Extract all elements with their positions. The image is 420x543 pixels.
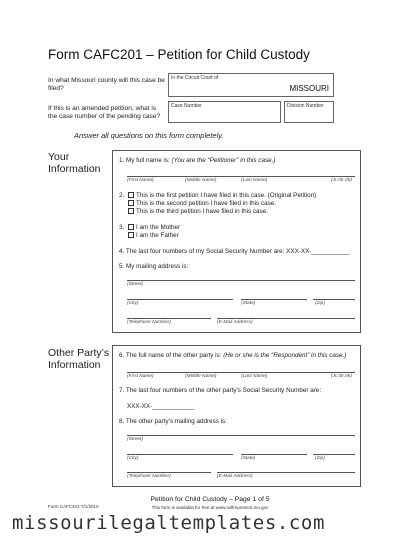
city-caption: (City) [127,301,139,306]
city-caption: (City) [127,456,139,461]
street-line[interactable] [127,435,355,436]
q6-text: 6. The full name of the other party is: (He or she is the “Respondent” in this case.) [119,352,347,359]
state-caption: (State) [241,301,256,306]
father-option[interactable]: I am the Father [128,232,179,240]
footer-form-id: Form CAFC201-7/1/2010 [48,504,99,509]
state-caption: (State) [241,456,256,461]
email-line[interactable] [217,318,355,319]
first-name-caption: (First Name) [127,178,154,183]
mother-option[interactable]: I am the Mother [128,224,180,232]
phone-line[interactable] [127,318,211,319]
suffix-caption: (Jr./Sr./III) [331,374,352,379]
case-number-label: Case Number [171,103,202,109]
q8-text: 8. The other party’s mailing address is: [119,418,227,425]
page-footer-title: Petition for Child Custody – Page 1 of 5 [150,496,270,503]
county-question: In what Missouri county will this case be filed? [48,77,165,92]
middle-name-caption: (Middle Name) [185,178,217,183]
email-caption: (E-Mail Address) [217,474,253,479]
q2-num: 2. [119,192,125,199]
checkbox-icon[interactable] [128,200,134,206]
petition-third-option[interactable]: This is the third petition I have filed in this case. [128,208,268,216]
division-number-label: Division Number [287,103,324,109]
site-watermark: missourilegaltemplates.com [12,512,326,534]
petitioner-name-line[interactable] [127,176,355,177]
phone-caption: (Telephone Number) [127,474,171,479]
email-caption: (E-Mail Address) [217,320,253,325]
q5-text: 5. My mailing address is: [119,263,189,270]
petition-second-option[interactable]: This is the second petition I have filed in this case. [128,200,276,208]
checkbox-icon[interactable] [128,224,134,230]
state-line[interactable] [241,299,307,300]
street-caption: (Street) [127,437,143,442]
circuit-court-label: In the Circuit Court of [171,75,219,81]
checkbox-icon[interactable] [128,192,134,198]
county-field[interactable] [168,73,334,97]
zip-line[interactable] [313,454,355,455]
division-number-field[interactable] [284,101,334,123]
state-line[interactable] [241,454,307,455]
phone-caption: (Telephone Number) [127,320,171,325]
petition-first-option[interactable]: This is the first petition I have filed in this case. (Original Petition) [128,192,316,200]
instruction-text: Answer all questions on this form completely. [74,131,224,140]
q7-value[interactable]: XXX-XX-____________ [127,403,195,410]
checkbox-icon[interactable] [128,208,134,214]
last-name-caption: (Last Name) [241,178,268,183]
zip-caption: (Zip) [315,456,325,461]
q1-text: 1. My full name is: (You are the “Petitioner” in this case.) [119,157,276,164]
other-party-panel [112,345,361,487]
email-line[interactable] [217,472,355,473]
case-number-field[interactable] [168,101,281,123]
q3-num: 3. [119,224,125,231]
q4-ssn-text: 4. The last four numbers of my Social Security Number are: XXX-XX-___________ [119,248,350,255]
phone-line[interactable] [127,472,211,473]
city-line[interactable] [127,454,233,455]
footer-availability: This form is available for free at www.selfrepresent.mo.gov [151,505,269,510]
your-information-panel [112,150,361,333]
respondent-name-line[interactable] [127,372,355,373]
zip-line[interactable] [313,299,355,300]
amended-question: If this is an amended petition, what is the case number of the pending case? [48,105,161,120]
street-caption: (Street) [127,282,143,287]
other-party-heading: Other Party’s Information [48,347,110,371]
city-line[interactable] [127,299,233,300]
middle-name-caption: (Middle Name) [185,374,217,379]
state-value: MISSOURI [289,84,329,93]
your-information-heading: Your Information [48,151,101,175]
last-name-caption: (Last Name) [241,374,268,379]
street-line[interactable] [127,280,355,281]
checkbox-icon[interactable] [128,232,134,238]
form-title: Form CAFC201 – Petition for Child Custody [48,47,310,62]
first-name-caption: (First Name) [127,374,154,379]
suffix-caption: (Jr./Sr./III) [331,178,352,183]
zip-caption: (Zip) [315,301,325,306]
q7-text: 7. The last four numbers of the other party’s Social Security Number are: [119,387,322,394]
